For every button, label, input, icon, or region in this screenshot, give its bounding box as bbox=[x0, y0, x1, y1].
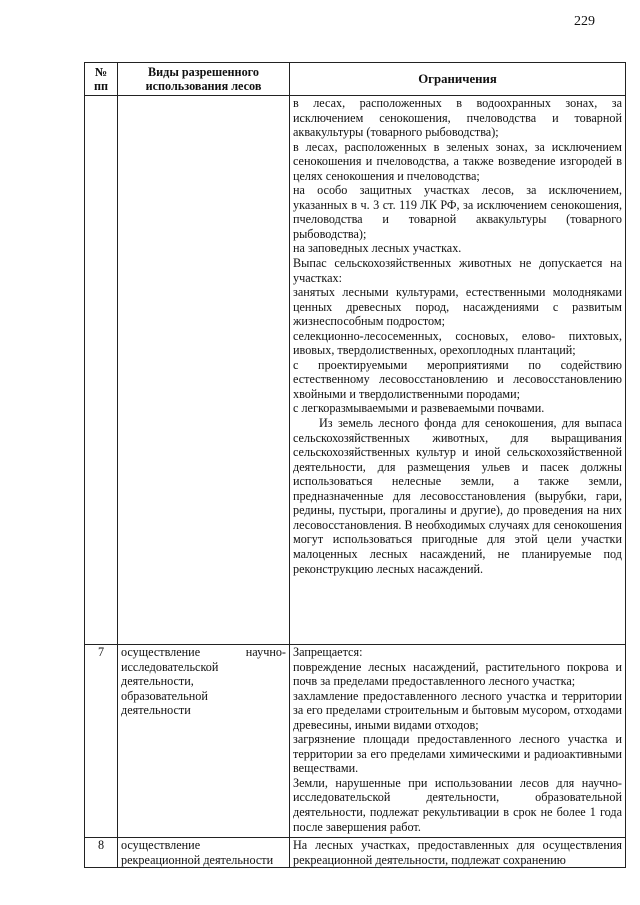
restriction-paragraph: занятых лесными культурами, естественными молодняками ценных древесных пород, насаждениями с развитым жизнеспособным подростом; bbox=[293, 285, 622, 329]
use-type-line: образовательной bbox=[121, 688, 208, 703]
restriction-paragraph: на особо защитных участках лесов, за исключением, указанных в ч. 3 ст. 119 ЛК РФ, за исключением сенокошения, пчеловодства и товарной аквакультуры (товарного рыбоводства); bbox=[293, 183, 622, 241]
use-type-line: рекреационной деятельности bbox=[121, 852, 274, 867]
header-use-type-text: Виды разрешенного использования лесов bbox=[145, 65, 262, 93]
restriction-paragraph: загрязнение площади предоставленного лесного участка и территории за его пределами химическими и радиоактивными веществами. bbox=[293, 732, 622, 776]
use-type-cell bbox=[118, 838, 290, 868]
restrictions-cell bbox=[290, 96, 626, 645]
header-number-text: № пп bbox=[93, 65, 109, 93]
use-type-line: осуществление bbox=[121, 838, 201, 852]
restriction-paragraph: в лесах, расположенных в зеленых зонах, за исключением сенокошения и пчеловодства, а также возведение изгородей в целях сенокошения и пчеловодства; bbox=[293, 139, 622, 183]
row-number-cell: 7 bbox=[85, 645, 118, 838]
use-type-line: деятельности bbox=[121, 703, 191, 718]
restriction-paragraph: Земли, нарушенные при использовании лесов для научно-исследовательской деятельности, образовательной деятельности, подлежат рекультивации в срок не более 1 года после завершения работ. bbox=[293, 775, 622, 834]
use-type-line: деятельности, bbox=[121, 674, 194, 689]
restriction-paragraph: Выпас сельскохозяйственных животных не допускается на участках: bbox=[293, 256, 622, 285]
use-type-line: осуществление научно- bbox=[121, 645, 286, 659]
restriction-paragraph: Из земель лесного фонда для сенокошения, для выпаса сельскохозяйственных животных, для выращивания сельскохозяйственных культур и иной сельскохозяйственной деятельности, для размещения ульев и пасек должны использоваться нелесные земли, а также земли, предназначенные для лесовосстановления (вырубки, гари, редины, пустыри, прогалины и другие), до проведения на них лесовосстановления. В необходимых случаях для сенокошения могут использоваться пригодные для этой цели участки малоценных лесных насаждений, не планируемые под реконструкцию лесных насаждений. bbox=[293, 416, 622, 576]
header-restrictions-text: Ограничения bbox=[418, 72, 497, 86]
restrictions-table bbox=[84, 62, 626, 868]
restriction-paragraph: На лесных участках, предоставленных для осуществления рекреационной деятельности, подлежат сохранению bbox=[293, 838, 622, 867]
table-row-continuation bbox=[85, 96, 626, 645]
page-number: 229 bbox=[574, 14, 595, 29]
header-number bbox=[85, 63, 118, 96]
table-row-8 bbox=[85, 838, 626, 868]
restriction-paragraph: на заповедных лесных участках. bbox=[293, 241, 462, 256]
restriction-paragraph: Запрещается: bbox=[293, 645, 363, 659]
row-number-cell: 8 bbox=[85, 838, 118, 868]
use-type-line: исследовательской bbox=[121, 659, 219, 674]
row-number-cell bbox=[85, 96, 118, 645]
restriction-paragraph: в лесах, расположенных в водоохранных зонах, за исключением сенокошения, пчеловодства и товарной аквакультуры (товарного рыбоводства); bbox=[293, 96, 622, 140]
restriction-paragraph: с легкоразмываемыми и развеваемыми почвами. bbox=[293, 401, 545, 416]
header-restrictions bbox=[290, 63, 626, 96]
header-use-type bbox=[118, 63, 290, 96]
restriction-paragraph: с проектируемыми мероприятиями по содействию естественному лесовосстановлению и лесовосстановлению хвойными и твердолиственными породами; bbox=[293, 357, 622, 401]
table-row-7 bbox=[85, 645, 626, 838]
restriction-paragraph: повреждение лесных насаждений, растительного покрова и почв за пределами предоставленного лесного участка; bbox=[293, 659, 622, 689]
use-type-cell bbox=[118, 645, 290, 838]
restriction-paragraph: захламление предоставленного лесного участка и территории за его пределами строительным и бытовым мусором, отходами древесины, иными видами отходов; bbox=[293, 688, 622, 732]
restrictions-cell bbox=[290, 838, 626, 868]
restriction-paragraph: селекционно-лесосеменных, сосновых, елово- пихтовых, ивовых, твердолиственных, орехоплодных плантаций; bbox=[293, 328, 622, 358]
table-header-row bbox=[85, 63, 626, 96]
use-type-cell bbox=[118, 96, 290, 645]
restrictions-cell bbox=[290, 645, 626, 838]
